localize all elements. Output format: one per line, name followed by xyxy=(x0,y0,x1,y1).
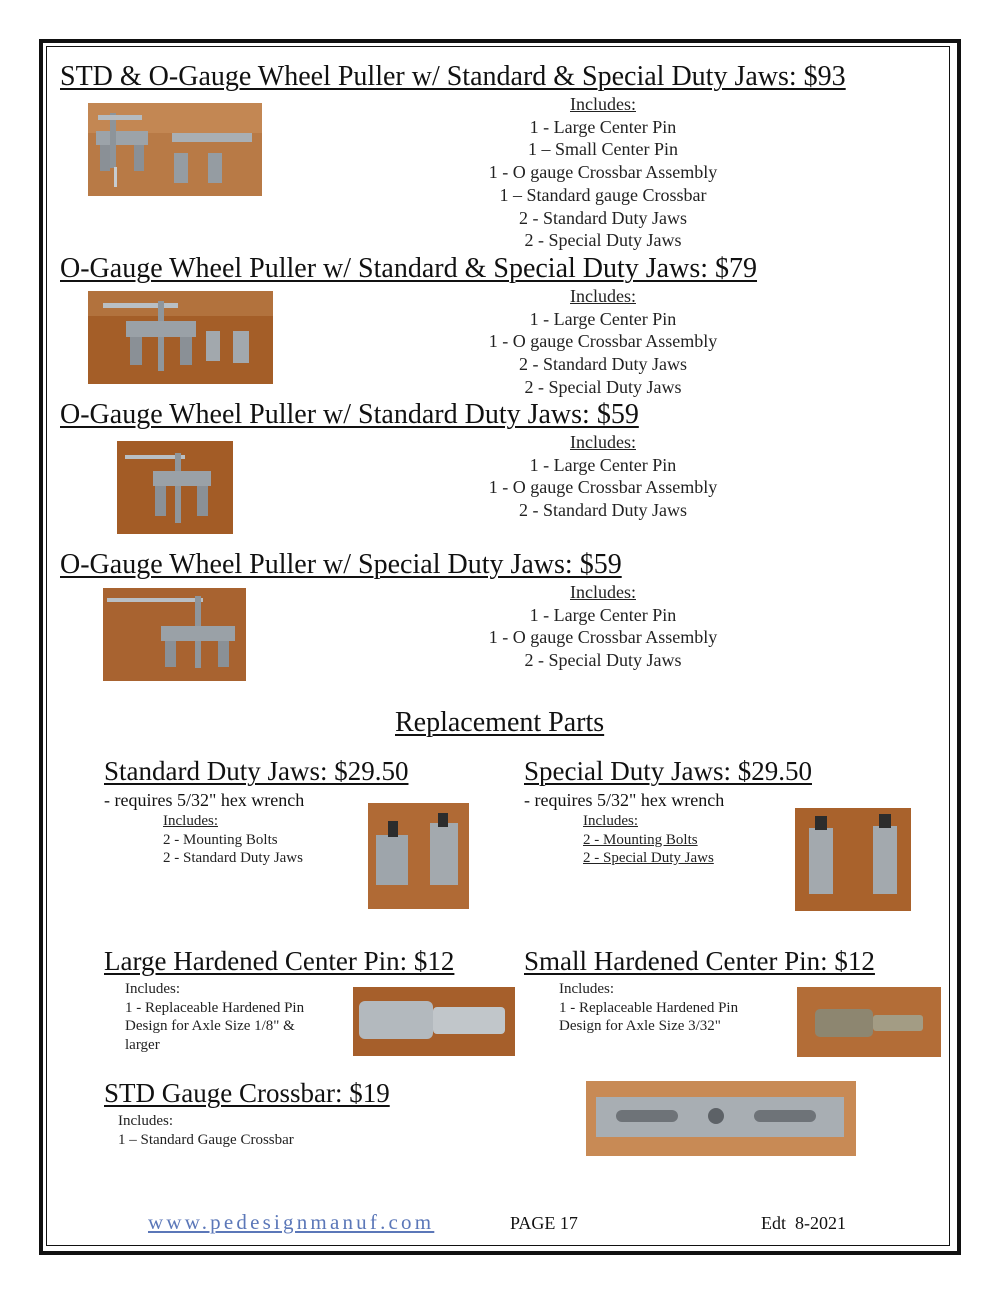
std-jaws-photo xyxy=(368,803,469,909)
crossbar-photo xyxy=(586,1081,856,1156)
includes-label: Includes: xyxy=(163,813,218,829)
includes-label: Includes: xyxy=(570,582,636,602)
large-pin-title: Large Hardened Center Pin: $12 xyxy=(104,946,455,976)
page-number: PAGE 17 xyxy=(510,1213,578,1233)
include-item: 1 - Large Center Pin xyxy=(529,604,677,625)
small-pin-includes xyxy=(559,980,738,1036)
product-3-title: O-Gauge Wheel Puller w/ Standard Duty Jaws: $59 xyxy=(60,399,639,430)
footer xyxy=(148,1210,434,1235)
special-jaws-title: Special Duty Jaws: $29.50 xyxy=(524,756,812,786)
include-line: 1 - Replaceable Hardened Pin xyxy=(125,999,305,1016)
include-line: larger xyxy=(125,1036,160,1053)
includes-label: Includes: xyxy=(570,432,636,452)
include-item: 2 - Standard Duty Jaws xyxy=(519,354,687,375)
include-item: 2 - Mounting Bolts xyxy=(583,831,698,848)
product-4-includes xyxy=(443,581,763,672)
includes-label: Includes: xyxy=(559,981,614,997)
include-item: 1 – Standard gauge Crossbar xyxy=(499,184,707,205)
includes-label: Includes: xyxy=(118,1113,173,1129)
std-jaws-includes xyxy=(163,812,303,868)
includes-label: Includes: xyxy=(570,286,636,306)
includes-label: Includes: xyxy=(125,981,180,997)
small-pin-title: Small Hardened Center Pin: $12 xyxy=(524,946,875,976)
product-4-title: O-Gauge Wheel Puller w/ Special Duty Jaws: $59 xyxy=(60,549,622,580)
product-2-title: O-Gauge Wheel Puller w/ Standard & Special Duty Jaws: $79 xyxy=(60,253,758,284)
include-item: 2 - Special Duty Jaws xyxy=(524,376,682,397)
crossbar-includes xyxy=(118,1112,294,1149)
include-item: 1 - O gauge Crossbar Assembly xyxy=(488,477,718,498)
include-item: 2 - Special Duty Jaws xyxy=(524,230,682,251)
product-1-includes xyxy=(443,93,763,252)
include-item: 1 – Standard Gauge Crossbar xyxy=(118,1131,294,1148)
include-item: 1 - O gauge Crossbar Assembly xyxy=(488,331,718,352)
include-item: 2 - Special Duty Jaws xyxy=(524,650,682,671)
product-2-includes xyxy=(443,285,763,399)
special-jaws-includes xyxy=(583,812,714,868)
include-item: 1 - O gauge Crossbar Assembly xyxy=(488,162,718,183)
product-3-photo xyxy=(117,441,233,534)
include-item: 1 - Large Center Pin xyxy=(529,116,677,137)
include-item: 1 - Large Center Pin xyxy=(529,308,677,329)
include-item: 2 - Standard Duty Jaws xyxy=(163,850,303,866)
include-line: 1 - Replaceable Hardened Pin xyxy=(559,999,739,1016)
product-4-photo xyxy=(103,588,246,681)
website-link[interactable]: www.pedesignmanuf.com xyxy=(148,1210,435,1234)
include-item: 2 - Mounting Bolts xyxy=(163,831,278,848)
product-2-photo xyxy=(88,291,273,384)
edition-label: Edt 8-2021 xyxy=(761,1213,846,1233)
include-item: 2 - Standard Duty Jaws xyxy=(519,207,687,228)
std-jaws-note: - requires 5/32" hex wrench xyxy=(104,790,305,810)
special-jaws-note: - requires 5/32" hex wrench xyxy=(524,790,725,810)
includes-label: Includes: xyxy=(570,94,636,114)
special-jaws-photo xyxy=(795,808,911,911)
std-jaws-title: Standard Duty Jaws: $29.50 xyxy=(104,756,409,786)
replacement-parts-heading: Replacement Parts xyxy=(395,707,605,738)
product-3-includes xyxy=(443,431,763,522)
include-item: 2 - Standard Duty Jaws xyxy=(519,500,687,521)
product-1-photo xyxy=(88,103,262,196)
include-item: 1 - O gauge Crossbar Assembly xyxy=(488,627,718,648)
include-item: 1 – Small Center Pin xyxy=(528,139,678,160)
include-line: Design for Axle Size 3/32" xyxy=(559,1018,721,1034)
crossbar-title: STD Gauge Crossbar: $19 xyxy=(104,1078,390,1108)
small-pin-photo xyxy=(797,987,941,1057)
product-1-title: STD & O-Gauge Wheel Puller w/ Standard & Special Duty Jaws: $93 xyxy=(60,61,846,92)
large-pin-includes xyxy=(125,980,304,1054)
include-item: 1 - Large Center Pin xyxy=(529,454,677,475)
include-item: 2 - Special Duty Jaws xyxy=(583,850,714,866)
includes-label: Includes: xyxy=(583,813,638,829)
large-pin-photo xyxy=(353,987,515,1056)
include-line: Design for Axle Size 1/8" & xyxy=(125,1018,295,1034)
